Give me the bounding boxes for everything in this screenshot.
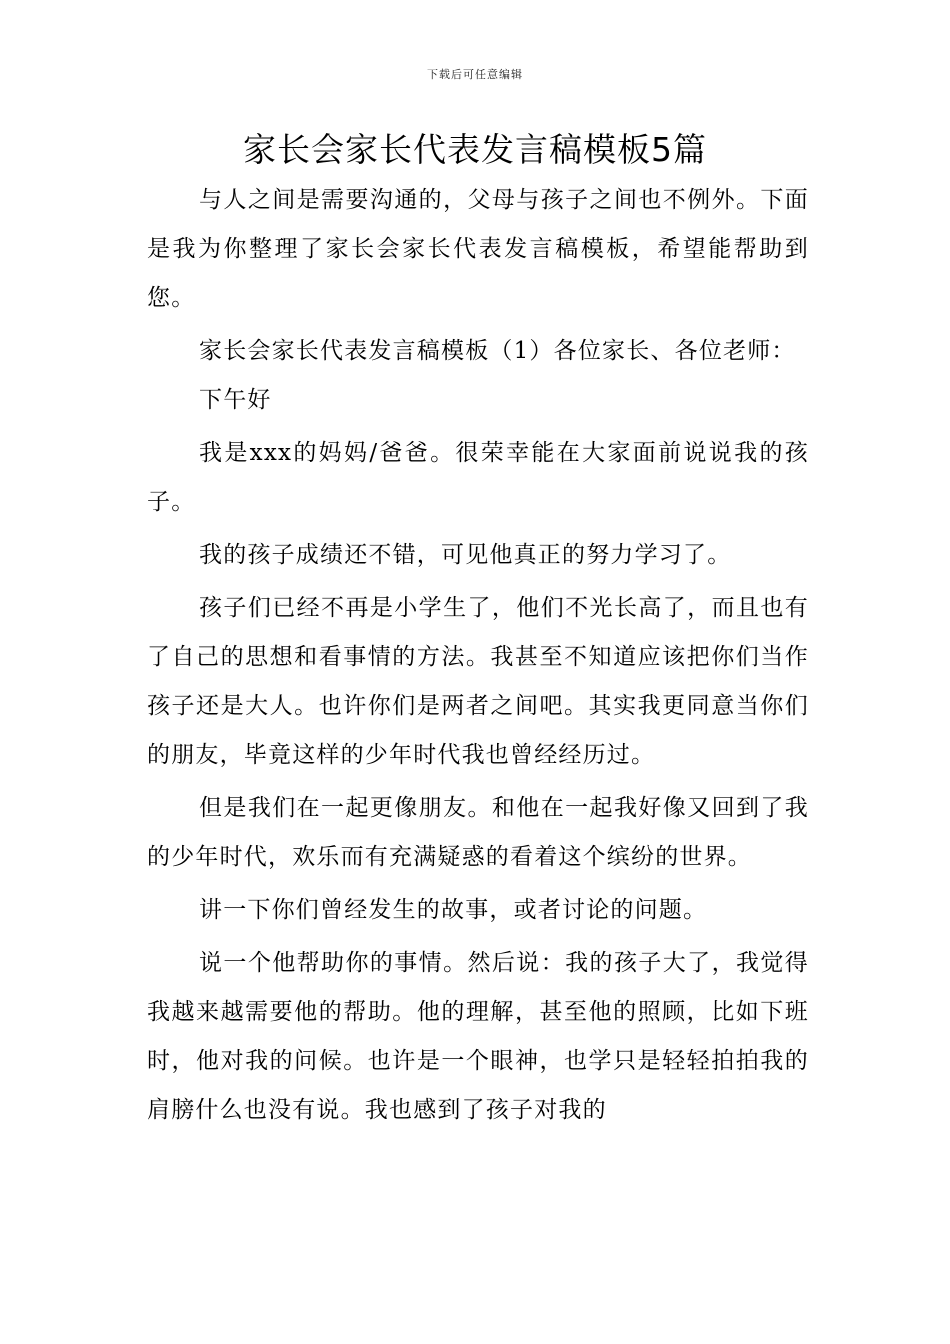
paragraph-greeting: 下午好 [199, 387, 272, 413]
paragraph-help: 说一个他帮助你的事情。然后说：我的孩子大了，我觉得我越来越需要他的帮助。他的理解，甚至他的照顾，比如下班时，他对我的问候。也许是一个眼神，也学只是轻轻拍拍我的肩膀什么也没有说。我也感到了孩子对我的 [147, 950, 809, 1123]
paragraph-stories: 讲一下你们曾经发生的故事，或者讨论的问题。 [199, 897, 708, 923]
paragraph-growing-up: 孩子们已经不再是小学生了，他们不光长高了，而且也有了自己的思想和看事情的方法。我甚至不知道应该把你们当作孩子还是大人。也许你们是两者之间吧。其实我更同意当你们的朋友，毕竟这样的少年时代我也曾经经历过。 [147, 595, 809, 768]
paragraph-self-intro: 我是xxx的妈妈/爸爸。很荣幸能在大家面前说说我的孩子。 [147, 440, 809, 515]
paragraph-template-heading: 家长会家长代表发言稿模板（1）各位家长、各位老师： [199, 338, 796, 364]
paragraph-grades: 我的孩子成绩还不错，可见他真正的努力学习了。 [199, 542, 732, 568]
paragraph-friends: 但是我们在一起更像朋友。和他在一起我好像又回到了我的少年时代，欢乐而有充满疑惑的看着这个缤纷的世界。 [147, 795, 809, 870]
document-body [147, 176, 809, 1139]
document-title: 家长会家长代表发言稿模板5篇 [243, 130, 707, 169]
paragraph-intro: 与人之间是需要沟通的，父母与孩子之间也不例外。下面是我为你整理了家长会家长代表发言稿模板，希望能帮助到您。 [147, 187, 809, 311]
header-note: 下载后可任意编辑 [427, 68, 523, 81]
